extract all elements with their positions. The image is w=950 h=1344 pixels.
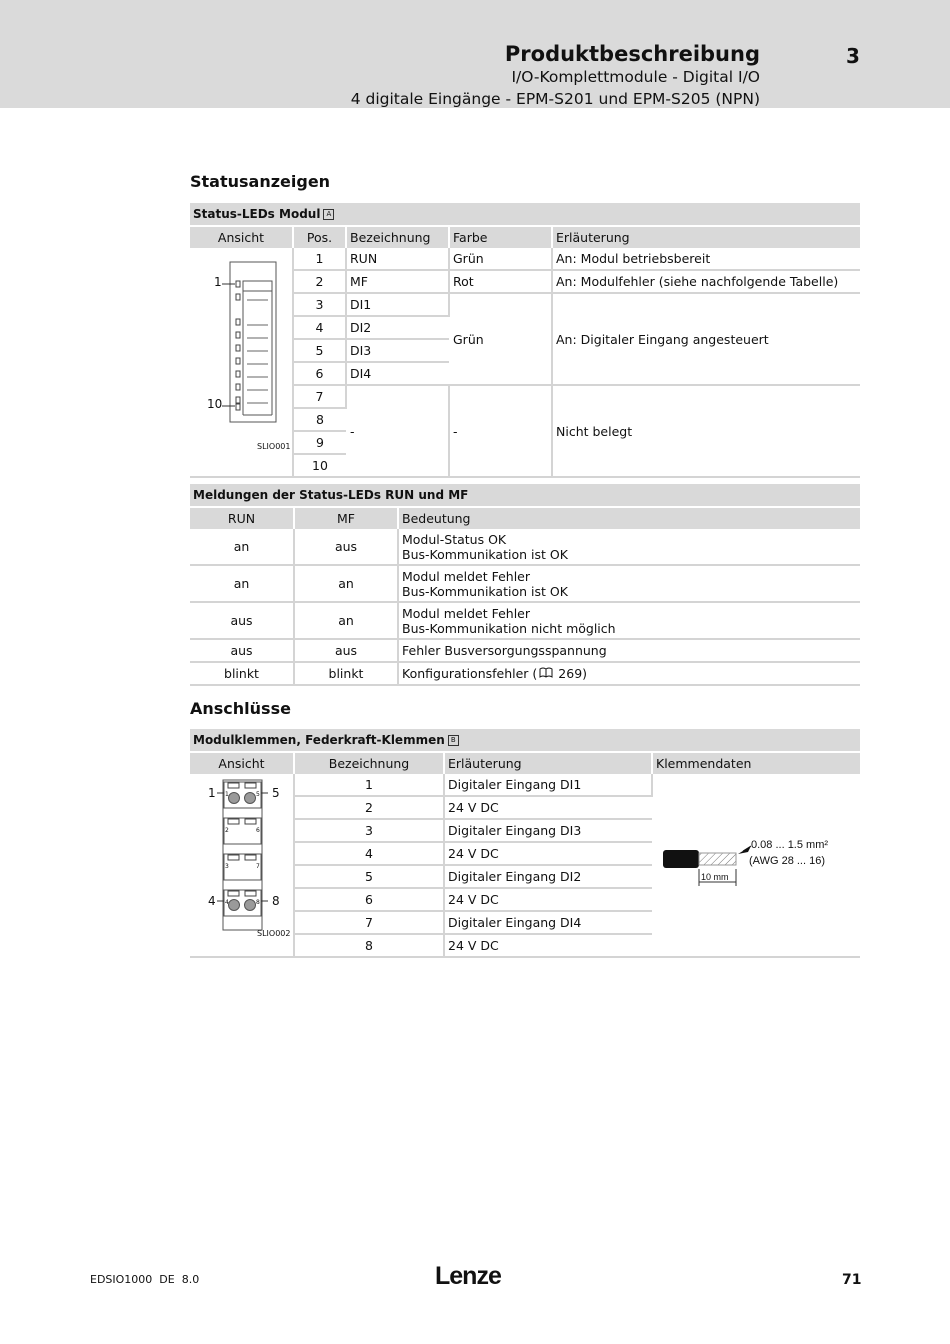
- table-caption: Modulklemmen, Federkraft-Klemmen B: [190, 729, 860, 751]
- table-caption: Meldungen der Status-LEDs RUN und MF: [190, 484, 860, 506]
- terminal-small-label: 7: [256, 863, 260, 870]
- col-farbe: Farbe: [449, 227, 552, 248]
- section-heading-status: Statusanzeigen: [190, 172, 331, 191]
- name-cell: RUN: [346, 248, 449, 270]
- name-cell: DI2: [346, 316, 449, 339]
- col-ansicht: Ansicht: [190, 753, 294, 774]
- section-heading-connections: Anschlüsse: [190, 699, 291, 718]
- col-erlaeuterung: Erläuterung: [444, 753, 652, 774]
- desc-cell: An: Digitaler Eingang angesteuert: [552, 293, 860, 385]
- pos-cell: 2: [293, 270, 346, 293]
- terminal-small-label: 3: [225, 863, 229, 870]
- figure-label-1: 1: [214, 275, 222, 289]
- terminal-number: 1: [294, 774, 444, 796]
- wire-data-figure: [652, 774, 860, 957]
- terminal-desc: Digitaler Eingang DI4: [444, 911, 652, 934]
- meaning-cell: Fehler Busversorgungsspannung: [398, 639, 860, 662]
- status-led-table: [190, 203, 860, 478]
- page-subtitle-1: I/O-Komplettmodule - Digital I/O: [511, 68, 760, 86]
- run-cell: an: [190, 529, 294, 565]
- terminal-small-label: 2: [225, 827, 229, 834]
- chapter-number: 3: [846, 44, 860, 68]
- terminal-small-label: 4: [225, 899, 229, 906]
- terminal-desc: 24 V DC: [444, 796, 652, 819]
- strip-length-label: 10 mm: [701, 872, 729, 882]
- document-id: EDSIO1000 DE 8.0: [90, 1273, 200, 1286]
- terminal-number: 3: [294, 819, 444, 842]
- col-klemmendaten: Klemmendaten: [652, 753, 860, 774]
- run-cell: aus: [190, 602, 294, 639]
- terminal-number: 8: [294, 934, 444, 957]
- meaning-cell: Modul meldet Fehler Bus-Kommunikation nicht möglich: [398, 602, 860, 639]
- run-cell: aus: [190, 639, 294, 662]
- terminal-desc: 24 V DC: [444, 934, 652, 957]
- page-title: Produktbeschreibung: [504, 42, 760, 66]
- figure-label-5: 5: [272, 786, 280, 800]
- page-subtitle-2: 4 digitale Eingänge - EPM-S201 und EPM-S205 (NPN): [350, 90, 760, 108]
- col-bedeutung: Bedeutung: [398, 508, 860, 529]
- page-number: 71: [842, 1272, 862, 1288]
- color-cell: Rot: [449, 270, 552, 293]
- lenze-logo: Lenze: [435, 1262, 501, 1290]
- pos-cell: 4: [293, 316, 346, 339]
- led-module-figure: [190, 248, 293, 477]
- meaning-cell: Konfigurationsfehler ( 269): [398, 662, 860, 685]
- mf-cell: aus: [294, 639, 398, 662]
- desc-cell: An: Modul betriebsbereit: [552, 248, 860, 270]
- marker-a: A: [323, 209, 334, 220]
- figure-label-10: 10: [207, 397, 223, 411]
- figure-code: SLIO002: [257, 929, 291, 938]
- terminal-number: 5: [294, 865, 444, 888]
- terminal-desc: Digitaler Eingang DI3: [444, 819, 652, 842]
- name-cell: MF: [346, 270, 449, 293]
- meaning-cell: Modul meldet Fehler Bus-Kommunikation ist OK: [398, 565, 860, 602]
- terminal-desc: Digitaler Eingang DI1: [444, 774, 652, 796]
- color-cell: Grün: [449, 248, 552, 270]
- mf-cell: blinkt: [294, 662, 398, 685]
- figure-label-4: 4: [208, 894, 216, 908]
- figure-label-8: 8: [272, 894, 280, 908]
- pos-cell: 3: [293, 293, 346, 316]
- terminal-figure: [190, 774, 294, 957]
- mf-cell: an: [294, 565, 398, 602]
- awg-label: (AWG 28 ... 16): [749, 855, 826, 867]
- name-cell: DI1: [346, 293, 449, 316]
- terminal-small-label: 6: [256, 827, 260, 834]
- terminal-small-label: 5: [256, 791, 260, 798]
- terminal-desc: 24 V DC: [444, 888, 652, 911]
- mf-cell: an: [294, 602, 398, 639]
- pos-cell: 10: [293, 454, 346, 477]
- run-cell: an: [190, 565, 294, 602]
- col-pos: Pos.: [293, 227, 346, 248]
- terminal-number: 6: [294, 888, 444, 911]
- pos-cell: 1: [293, 248, 346, 270]
- terminal-small-label: 1: [225, 791, 229, 798]
- color-cell: -: [449, 385, 552, 477]
- mf-cell: aus: [294, 529, 398, 565]
- meaning-cell: Modul-Status OK Bus-Kommunikation ist OK: [398, 529, 860, 565]
- col-mf: MF: [294, 508, 398, 529]
- col-erlaeuterung: Erläuterung: [552, 227, 860, 248]
- name-cell: DI4: [346, 362, 449, 385]
- name-cell: DI3: [346, 339, 449, 362]
- col-bezeichnung: Bezeichnung: [294, 753, 444, 774]
- terminal-number: 2: [294, 796, 444, 819]
- col-bezeichnung: Bezeichnung: [346, 227, 449, 248]
- run-cell: blinkt: [190, 662, 294, 685]
- pos-cell: 8: [293, 408, 346, 431]
- terminal-number: 7: [294, 911, 444, 934]
- pos-cell: 5: [293, 339, 346, 362]
- terminal-number: 4: [294, 842, 444, 865]
- terminal-desc: Digitaler Eingang DI2: [444, 865, 652, 888]
- col-ansicht: Ansicht: [190, 227, 293, 248]
- desc-cell: Nicht belegt: [552, 385, 860, 477]
- led-messages-table: [190, 484, 860, 686]
- color-cell: Grün: [449, 293, 552, 385]
- pos-cell: 6: [293, 362, 346, 385]
- cross-section-label: 0.08 ... 1.5 mm²: [751, 839, 829, 851]
- page-reference[interactable]: 269): [558, 666, 588, 681]
- col-run: RUN: [190, 508, 294, 529]
- figure-code: SLIO001: [257, 442, 291, 451]
- page-header: [0, 0, 950, 108]
- terminal-desc: 24 V DC: [444, 842, 652, 865]
- terminal-table: [190, 729, 860, 958]
- figure-label-1: 1: [208, 786, 216, 800]
- marker-b: B: [448, 735, 459, 746]
- pos-cell: 7: [293, 385, 346, 408]
- desc-cell: An: Modulfehler (siehe nachfolgende Tabelle): [552, 270, 860, 293]
- terminal-small-label: 8: [256, 899, 260, 906]
- table-caption: Status-LEDs Modul A: [190, 203, 860, 225]
- name-cell: -: [346, 385, 449, 477]
- book-icon: [539, 667, 553, 678]
- pos-cell: 9: [293, 431, 346, 454]
